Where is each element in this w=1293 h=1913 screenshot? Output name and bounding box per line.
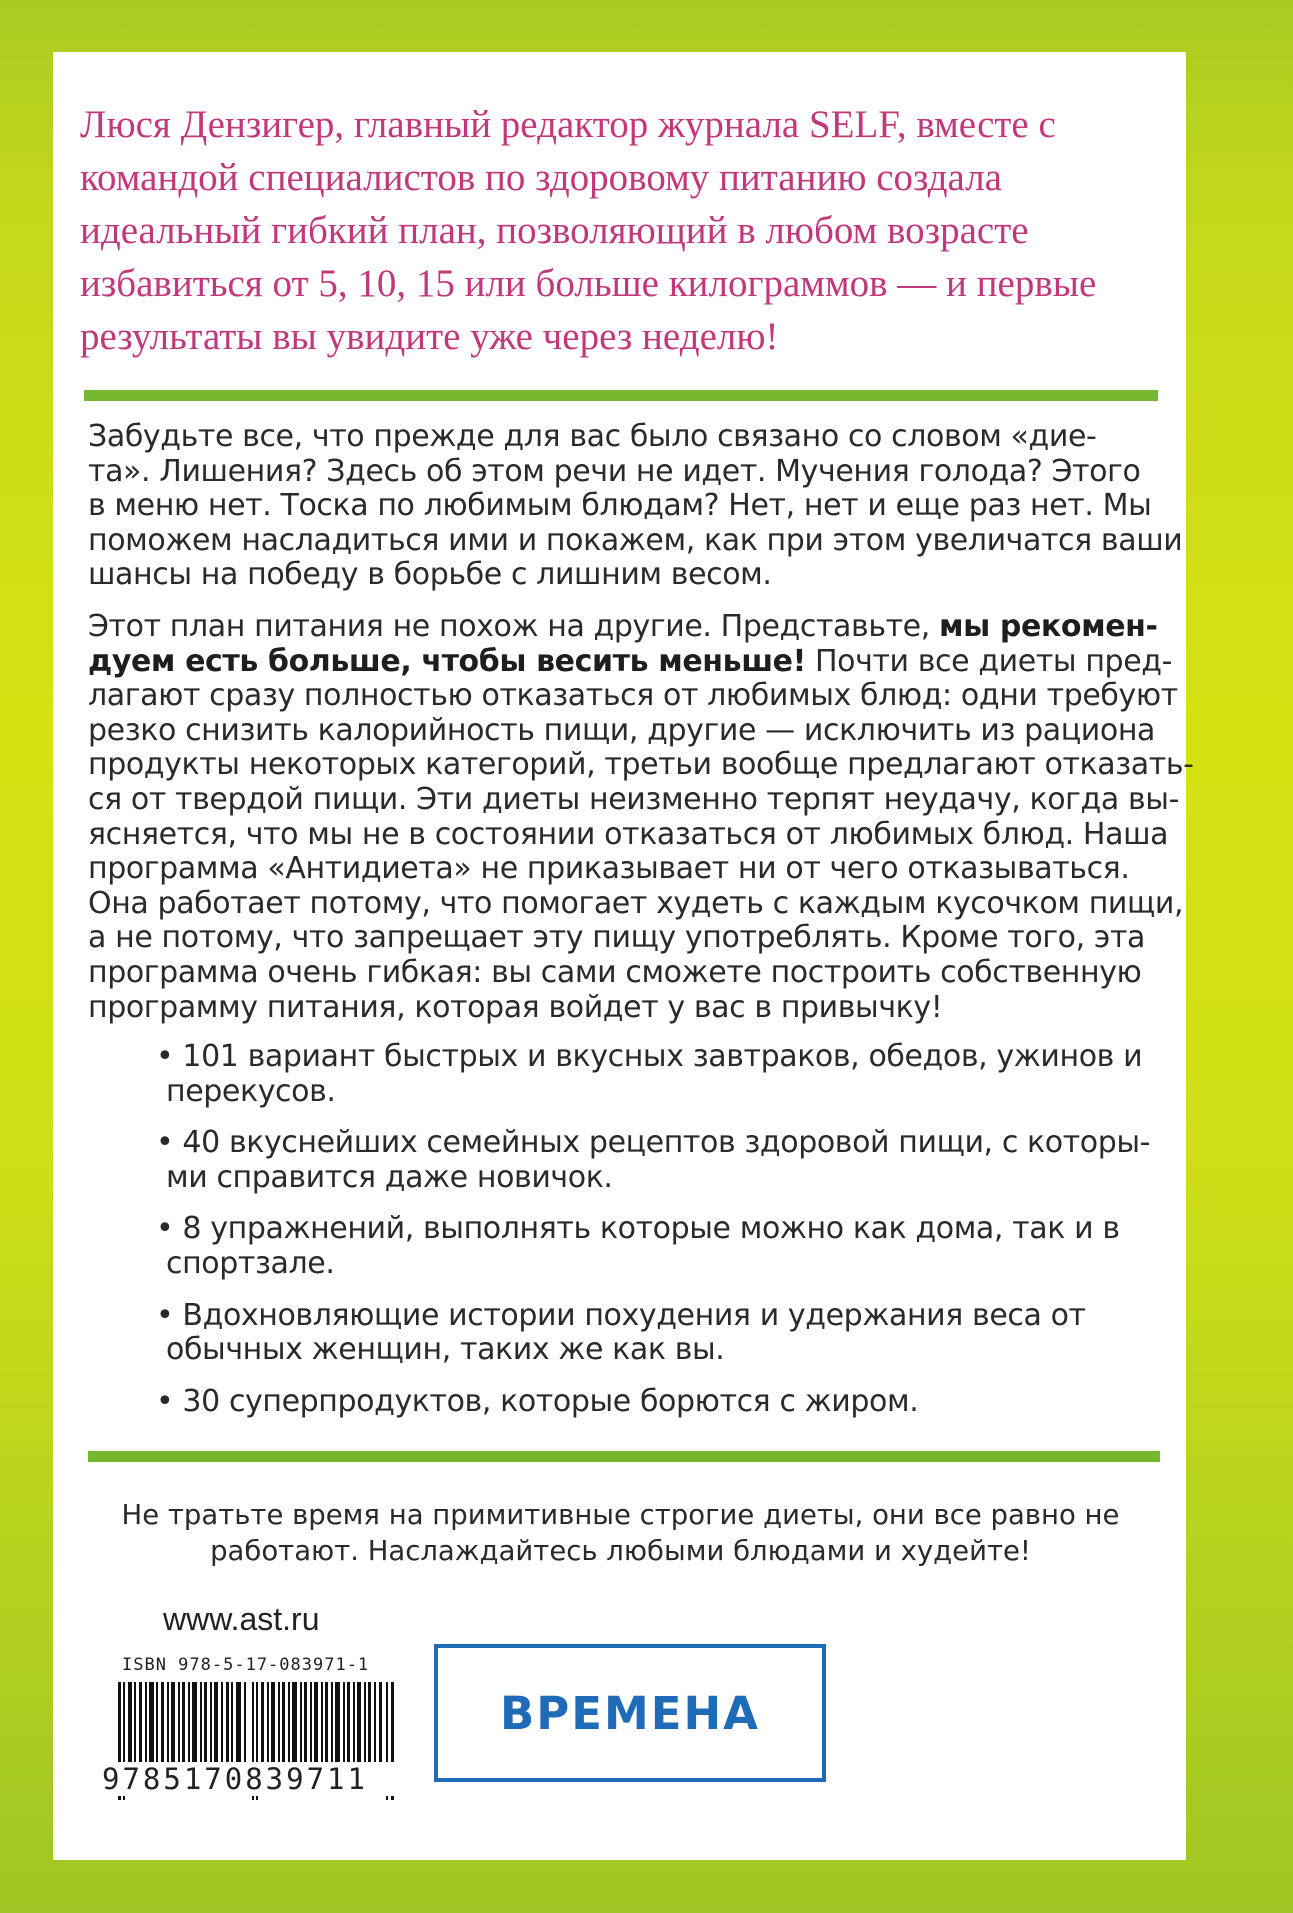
list-item-line: спортзале. xyxy=(166,1245,335,1281)
paragraph-line xyxy=(88,645,1194,680)
paragraph-line: программу питания, которая войдет у вас в привычку! xyxy=(88,989,943,1025)
intro-line: Люся Дензигер, главный редактор журнала SELF, вместе с xyxy=(80,103,1056,146)
closing-text xyxy=(54,1497,1187,1569)
paragraph-line: Забудьте все, что прежде для вас было связано со словом «дие- xyxy=(88,419,1097,454)
publisher-name: ВРЕМЕНА xyxy=(499,1686,761,1740)
list-item-line: обычных женщин, таких же как вы. xyxy=(166,1332,725,1368)
list-item xyxy=(156,1126,1150,1195)
website-link[interactable]: www.ast.ru xyxy=(163,1601,320,1637)
bold-text: дуем есть больше, чтобы весить меньше! xyxy=(88,643,806,679)
intro-line: идеальный гибкий план, позволяющий в любом возрасте xyxy=(80,209,1029,252)
list-item-line: ми справится даже новичок. xyxy=(166,1159,613,1195)
plain-text: Этот план питания не похож на другие. Представьте, xyxy=(88,609,940,644)
list-item xyxy=(156,1040,1150,1109)
publisher-logo xyxy=(434,1644,826,1782)
list-item-line: • 40 вкуснейших семейных рецептов здоровой пищи, с которы- xyxy=(156,1125,1151,1161)
paragraph-line: резко снизить калорийность пищи, другие — исключить из рациона xyxy=(88,712,1156,748)
feature-list xyxy=(156,1040,1150,1436)
paragraph-line: программа «Антидиета» не приказывает ни от чего отказываться. xyxy=(88,851,1130,887)
intro-blurb xyxy=(80,98,1130,363)
paragraph-line: в меню нет. Тоска по любимым блюдам? Нет, нет и еще раз нет. Мы xyxy=(88,488,1152,524)
intro-line: избавиться от 5, 10, 15 или больше килограммов — и первые xyxy=(80,262,1097,305)
list-item xyxy=(156,1212,1150,1281)
paragraph-line: шансы на победу в борьбе с лишним весом. xyxy=(88,557,772,593)
paragraph-line: ся от твердой пищи. Эти диеты неизменно терпят неудачу, когда вы- xyxy=(88,781,1179,817)
paragraph-line: продукты некоторых категорий, третьи вообще предлагают отказать- xyxy=(88,747,1194,783)
list-item-line: перекусов. xyxy=(166,1073,336,1109)
list-item-line: • 101 вариант быстрых и вкусных завтраков, обедов, ужинов и xyxy=(156,1039,1143,1074)
intro-line: результаты вы увидите уже через неделю! xyxy=(80,315,779,358)
bold-text: мы рекомен- xyxy=(939,609,1158,644)
barcode-number: 9785170839711 xyxy=(98,1762,402,1796)
paragraph-line: та». Лишения? Здесь об этом речи не идет. Мучения голода? Этого xyxy=(88,453,1141,489)
paragraph-2 xyxy=(88,610,1194,1025)
divider-top xyxy=(84,390,1158,401)
paragraph-line: Она работает потому, что помогает худеть с каждым кусочком пищи, xyxy=(88,885,1184,921)
divider-bottom xyxy=(88,1451,1160,1462)
paragraph-1 xyxy=(88,420,1182,593)
paragraph-line xyxy=(88,610,1194,645)
plain-text: Почти все диеты пред- xyxy=(805,643,1173,679)
paragraph-line: поможем насладиться ими и покажем, как при этом увеличатся ваши xyxy=(88,522,1183,558)
list-item-line: • 30 суперпродуктов, которые борются с жиром. xyxy=(156,1383,919,1419)
paragraph-line: программа очень гибкая: вы сами сможете построить собственную xyxy=(88,954,1142,990)
intro-line: командой специалистов по здоровому питанию создала xyxy=(80,156,1002,199)
list-item-line: • Вдохновляющие истории похудения и удержания веса от xyxy=(156,1297,1086,1333)
closing-line: Не тратьте время на примитивные строгие диеты, они все равно не xyxy=(121,1499,1120,1531)
closing-line: работают. Наслаждайтесь любыми блюдами и худейте! xyxy=(210,1535,1031,1567)
paragraph-line: а не потому, что запрещает эту пищу употреблять. Кроме того, эта xyxy=(88,920,1146,956)
list-item-line: • 8 упражнений, выполнять которые можно как дома, так и в xyxy=(156,1211,1120,1247)
paragraph-line: лагают сразу полностью отказаться от любимых блюд: одни требуют xyxy=(88,678,1178,714)
paragraph-line: ясняется, что мы не в состоянии отказаться от любимых блюд. Наша xyxy=(88,816,1169,852)
isbn-label: ISBN 978-5-17-083971-1 xyxy=(122,1655,370,1675)
list-item xyxy=(156,1299,1150,1368)
list-item xyxy=(156,1385,1150,1420)
